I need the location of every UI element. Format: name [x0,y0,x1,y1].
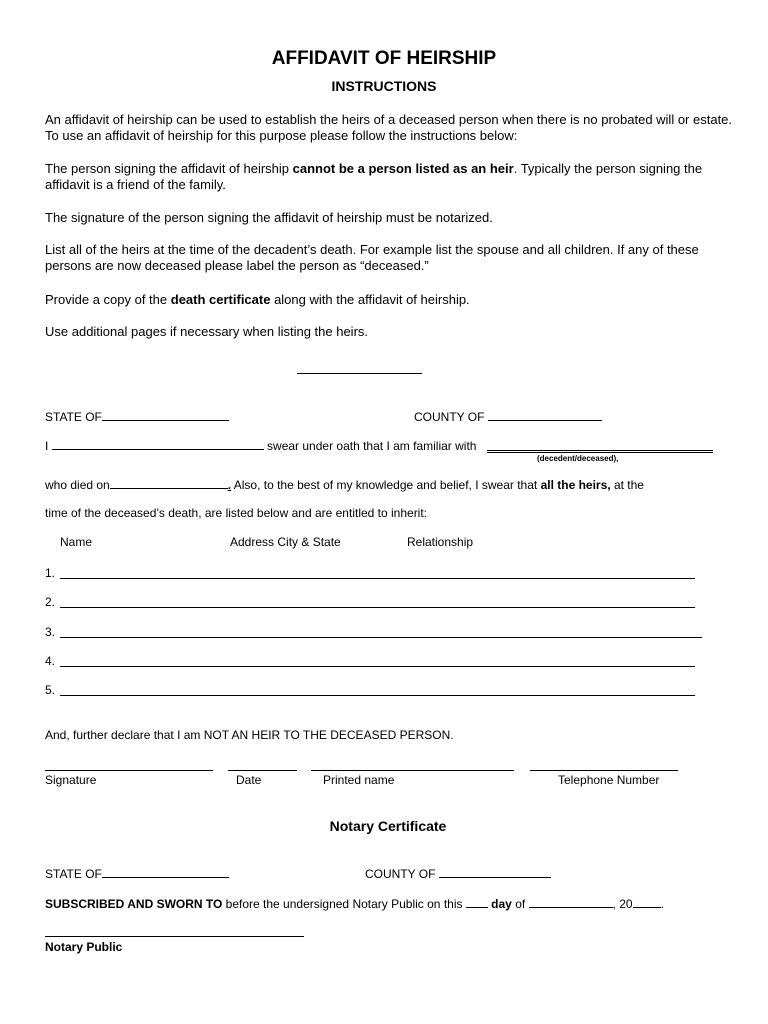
instruction-paragraph-4: List all of the heirs at the time of the decadent’s death. For example list the spouse and all children. If any of these persons are now deceased please label the person as “deceased.” [45,242,699,273]
heir-row-label-1: 1. [45,566,56,580]
notary-signature-line[interactable] [45,936,304,937]
state-field [45,408,229,424]
affiant-name-line[interactable] [52,437,264,450]
county-input-line[interactable] [488,408,602,421]
column-name: Name [60,535,93,549]
heir-row-line-3[interactable] [60,637,702,638]
month-input-line[interactable] [529,895,613,908]
signature-line[interactable] [45,770,213,771]
heir-row-label-2: 2. [45,595,56,609]
signature-label: Signature [45,773,97,787]
notary-state-input-line[interactable] [102,865,229,878]
state-input-line[interactable] [102,408,229,421]
decedent-note: (decedent/deceased), [537,454,619,463]
telephone-label: Telephone Number [558,773,660,787]
heir-row-line-1[interactable] [60,578,695,579]
heir-row-label-3: 3. [45,625,56,639]
page-title: AFFIDAVIT OF HEIRSHIP [271,48,497,69]
printed-name-line[interactable] [311,770,514,771]
i-label: I [45,439,49,453]
notary-county-label: COUNTY OF [365,867,436,881]
county-field [414,408,602,424]
swear-text: swear under oath that I am familiar with [267,439,477,453]
instruction-paragraph-3: The signature of the person signing the affidavit of heirship must be notarized. [45,210,493,225]
column-relationship: Relationship [407,535,474,549]
column-address: Address City & State [230,535,341,549]
decedent-name-line-double [487,452,713,453]
decedent-name-line[interactable] [487,450,713,451]
death-date-line[interactable] [110,476,228,489]
declaration-text: And, further declare that I am NOT AN HEIR TO THE DECEASED PERSON. [45,728,454,742]
year-input-line[interactable] [633,895,661,908]
notary-state-label: STATE OF [45,867,102,881]
instruction-paragraph-1: An affidavit of heirship can be used to establish the heirs of a deceased person when there is no probated will or estate. To use an affidavit of heirship for this purpose please follow the instructions below: [45,112,733,143]
heir-row-label-4: 4. [45,654,56,668]
notary-state-field [45,865,229,881]
instruction-paragraph-6: Use additional pages if necessary when listing the heirs. [45,324,369,339]
notary-title: Notary Certificate [329,818,447,834]
subscribed-line: SUBSCRIBED AND SWORN TO before the undersigned Notary Public on this day of , 20 . [45,897,664,911]
heir-row-line-2[interactable] [60,607,695,608]
died-on-label: who died on [45,478,110,492]
notary-public-label: Notary Public [45,940,123,954]
instruction-paragraph-5: Provide a copy of the death certificate along with the affidavit of heirship. [45,292,470,307]
county-label: COUNTY OF [414,410,485,424]
section-divider [297,373,422,374]
notary-county-field [365,865,551,881]
date-line[interactable] [228,770,297,771]
heir-row-line-4[interactable] [60,666,695,667]
instruction-paragraph-2: The person signing the affidavit of heirship cannot be a person listed as an heir. Typically the person signing the affidavit is a friend of the family. [45,161,703,192]
heir-row-line-5[interactable] [60,695,695,696]
notary-county-input-line[interactable] [439,865,551,878]
died-on-line: who died on . Also, to the best of my knowledge and belief, I swear that all the heirs, at the [45,478,644,492]
time-of-death-text: time of the deceased’s death, are listed below and are entitled to inherit: [45,506,428,520]
oath-line [45,437,476,453]
state-label: STATE OF [45,410,102,424]
telephone-line[interactable] [530,770,678,771]
printed-name-label: Printed name [323,773,395,787]
heir-row-label-5: 5. [45,683,56,697]
instructions-heading: INSTRUCTIONS [331,78,437,94]
date-label: Date [236,773,262,787]
day-input-line[interactable] [466,895,488,908]
all-heirs-text: all the heirs, [540,478,611,492]
